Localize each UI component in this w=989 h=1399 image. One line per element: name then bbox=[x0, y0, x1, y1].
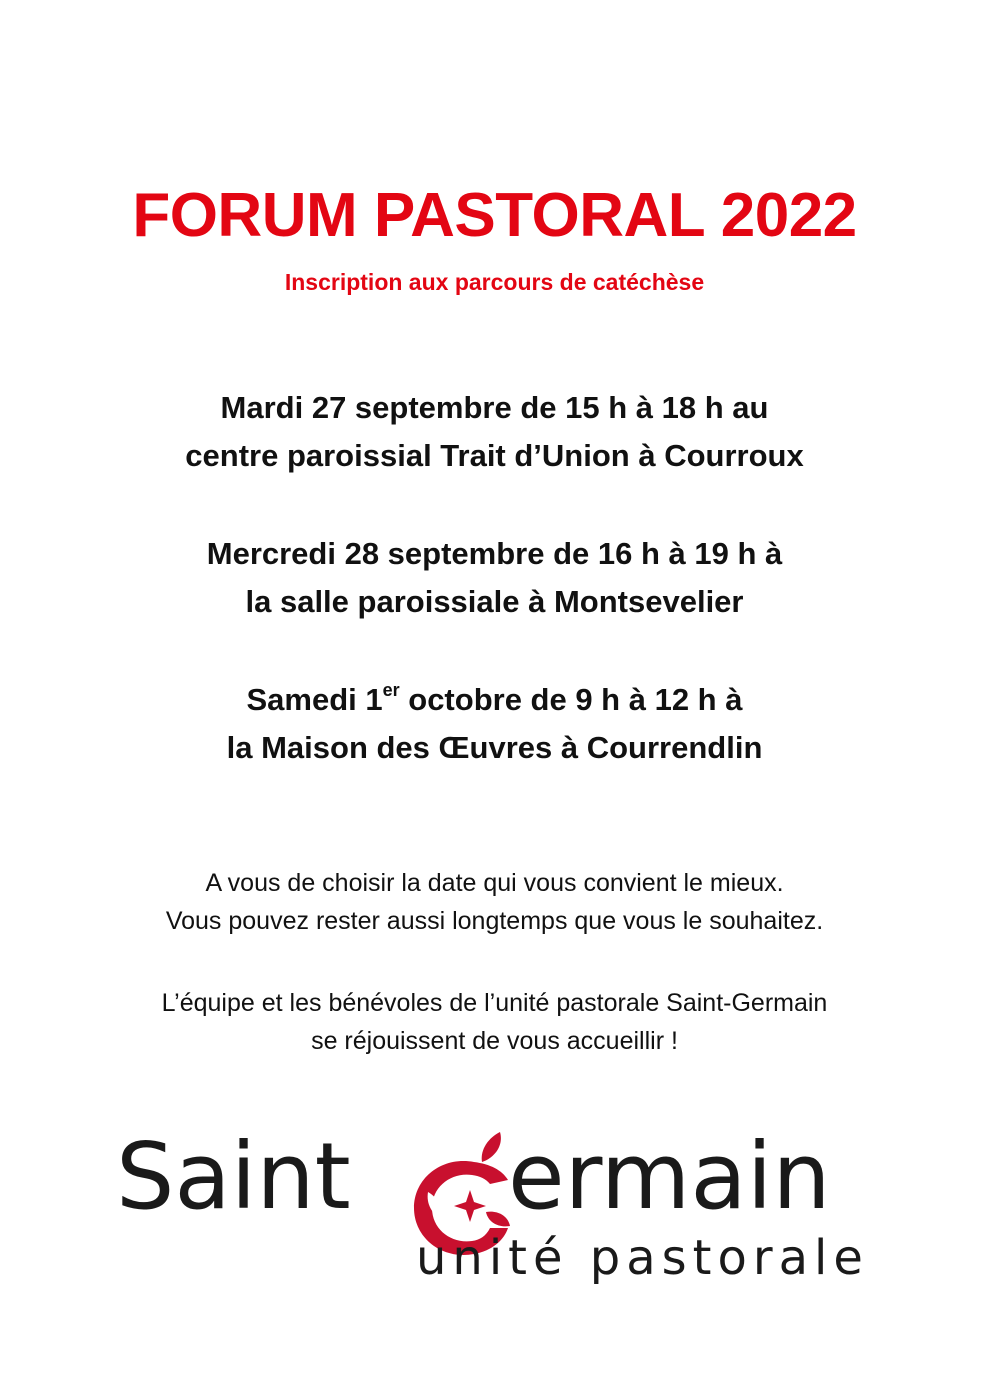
event-location-line: la salle paroissiale à Montsevelier bbox=[245, 584, 744, 619]
logo-word-ermain: ermain bbox=[508, 1128, 831, 1230]
closing-line: L’équipe et les bénévoles de l’unité pastorale Saint-Germain bbox=[161, 989, 828, 1017]
event-date-line bbox=[0, 676, 989, 724]
event-date-prefix: Samedi 1 bbox=[246, 682, 383, 717]
event-location-line: centre paroissial Trait d’Union à Courroux bbox=[185, 438, 804, 473]
closing-paragraph bbox=[0, 984, 989, 1060]
event-location-line: la Maison des Œuvres à Courrendlin bbox=[226, 730, 763, 765]
ordinal-superscript: er bbox=[382, 680, 400, 700]
logo-word-saint: Saint bbox=[116, 1128, 351, 1230]
info-paragraph bbox=[0, 864, 989, 940]
event-date-line: Mardi 27 septembre de 15 h à 18 h au bbox=[220, 390, 769, 425]
saint-germain-logo bbox=[0, 1128, 989, 1298]
event-block bbox=[0, 384, 989, 480]
page-subtitle: Inscription aux parcours de catéchèse bbox=[284, 269, 705, 295]
event-block bbox=[0, 530, 989, 626]
page-title: FORUM PASTORAL 2022 bbox=[132, 181, 857, 250]
event-block bbox=[0, 676, 989, 772]
event-date-line: Mercredi 28 septembre de 16 h à 19 h à bbox=[206, 536, 783, 571]
info-line: Vous pouvez rester aussi longtemps que vous le souhaitez. bbox=[165, 907, 824, 935]
logo-graphic bbox=[0, 1128, 989, 1298]
logo-tagline: unité pastorale bbox=[416, 1230, 869, 1286]
closing-line: se réjouissent de vous accueillir ! bbox=[311, 1027, 678, 1055]
event-date-suffix: octobre de 9 h à 12 h à bbox=[399, 682, 743, 717]
info-line: A vous de choisir la date qui vous convient le mieux. bbox=[205, 869, 784, 897]
